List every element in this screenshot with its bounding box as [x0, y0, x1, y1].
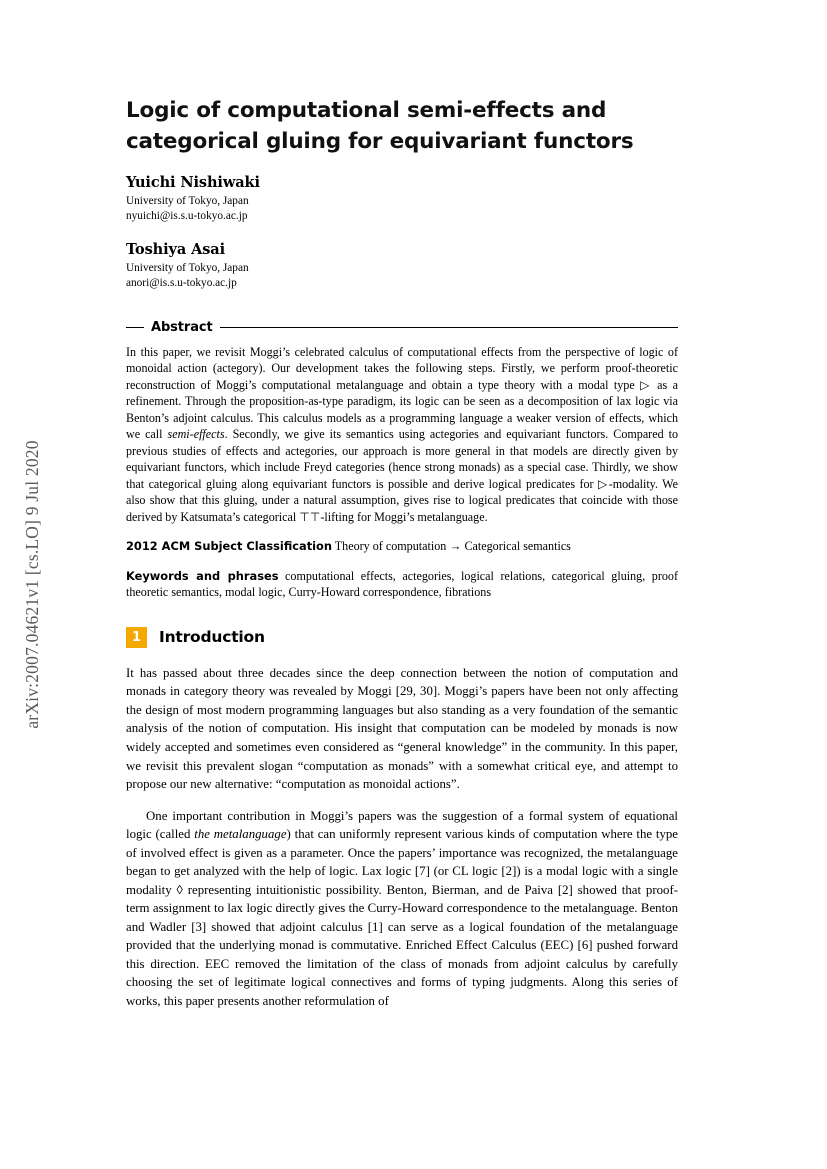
author-email: nyuichi@is.s.u-tokyo.ac.jp: [126, 210, 248, 223]
page-title: Logic of computational semi-effects and categorical gluing for equivariant functors: [126, 98, 634, 154]
abstract-text: In this paper, we revisit Moggi’s celebrated calculus of computational effects from the perspective of logic of monoidal action (actegory). Our development takes the following steps. Firstly, we perform proof-theoretic reconstruction of Moggi’s computational metalanguage and obtain a type theory with a modal type ▷ as a refinement. Through the proposition-as-type paradigm, its logic can be seen as a decomposition of lax logic via Benton’s adjoint calculus. This calculus models as a programming language a weaker version of effects, which we call semi-effects. Secondly, we give its semantics using actegories and equivariant functors. Compared to previous studies of effects and actegories, our approach is more general in that models are directly given by equivariant functors, which include Freyd categories (hence strong monads) as a special case. Thirdly, we show that categorical gluing along equivariant functors is possible and derive logical predicates for ▷-modality. We also show that this gluing, under a natural assumption, gives rise to logical predicates that coincide with those derived by Katsumata’s categorical ⊤⊤-lifting for Moggi’s metalanguage.: [126, 344, 678, 524]
author-email: anori@is.s.u-tokyo.ac.jp: [126, 277, 237, 289]
keywords-label: Keywords and phrases: [126, 568, 279, 583]
author-affiliation: University of Tokyo, Japan: [126, 195, 249, 208]
keywords-value: computational effects, actegories, logical relations, categorical gluing, proof theoretic semantics, modal logic, Curry-Howard correspondence, fibrations: [126, 568, 678, 600]
acm-classification: [126, 538, 678, 555]
paragraph-intro-1: It has passed about three decades since the deep connection between the notion of computation and monads in category theory was revealed by Moggi [29, 30]. Moggi’s papers have been not only affecting the design of most modern programming languages but also standing as a very foundation of the semantic analysis of the notion of computation. His insight that computation can be modeled by monads is now widely accepted and sometimes even considered as “general knowledge” in the community. In this paper, we revisit this prevalent slogan “computation as monads” with a somewhat critical eye, and attempt to propose our new alternative: “computation as monoidal actions”.: [126, 665, 678, 792]
section-title: Introduction: [159, 628, 265, 647]
author-name: Toshiya Asai: [126, 240, 225, 258]
acm-classification-value: Theory of computation → Categorical semantics: [334, 539, 571, 554]
arxiv-stamp-text: arXiv:2007.04621v1 [cs.LO] 9 Jul 2020: [21, 440, 42, 729]
author-entry-1: [126, 174, 678, 224]
author-affiliation: University of Tokyo, Japan: [126, 262, 249, 275]
author-entry-2: [126, 241, 678, 291]
acm-classification-label: 2012 ACM Subject Classification: [126, 539, 332, 554]
author-name: Yuichi Nishiwaki: [126, 174, 260, 192]
abstract-label: Abstract: [151, 319, 213, 335]
paper-page: [126, 0, 678, 1169]
section-heading-introduction: [126, 627, 678, 648]
paragraph-intro-2: One important contribution in Moggi’s papers was the suggestion of a formal system of equational logic (called the metalanguage) that can uniformly represent various kinds of computation where the type of involved effect is given as a parameter. Once the papers’ importance was recognized, the metalanguage began to get analyzed with the help of logic. Lax logic [7] (or CL logic [2]) is a modal logic with a single modality ◊ representing intuitionistic possibility. Benton, Bierman, and de Paiva [2] showed that proof-term assignment to lax logic directly gives the Curry-Howard correspondence to the metalanguage. Benton and Wadler [3] showed that adjoint calculus [1] can serve as a logical foundation of the metalanguage provided that the underlying monad is commutative. Enriched Effect Calculus (EEC) [6] pushed forward this direction. EEC removed the limitation of the class of monads from adjoint calculus by carefully choosing the set of legitimate logical connectives and forms of typing judgments. Along this series of works, this paper presents another reformulation of: [126, 808, 679, 1008]
abstract-rule-right: [220, 327, 678, 328]
abstract-rule-left: [126, 327, 144, 328]
abstract-heading: [126, 320, 678, 335]
arxiv-stamp: [0, 0, 64, 1169]
keywords: [126, 568, 678, 601]
section-number-badge: 1: [126, 627, 147, 648]
